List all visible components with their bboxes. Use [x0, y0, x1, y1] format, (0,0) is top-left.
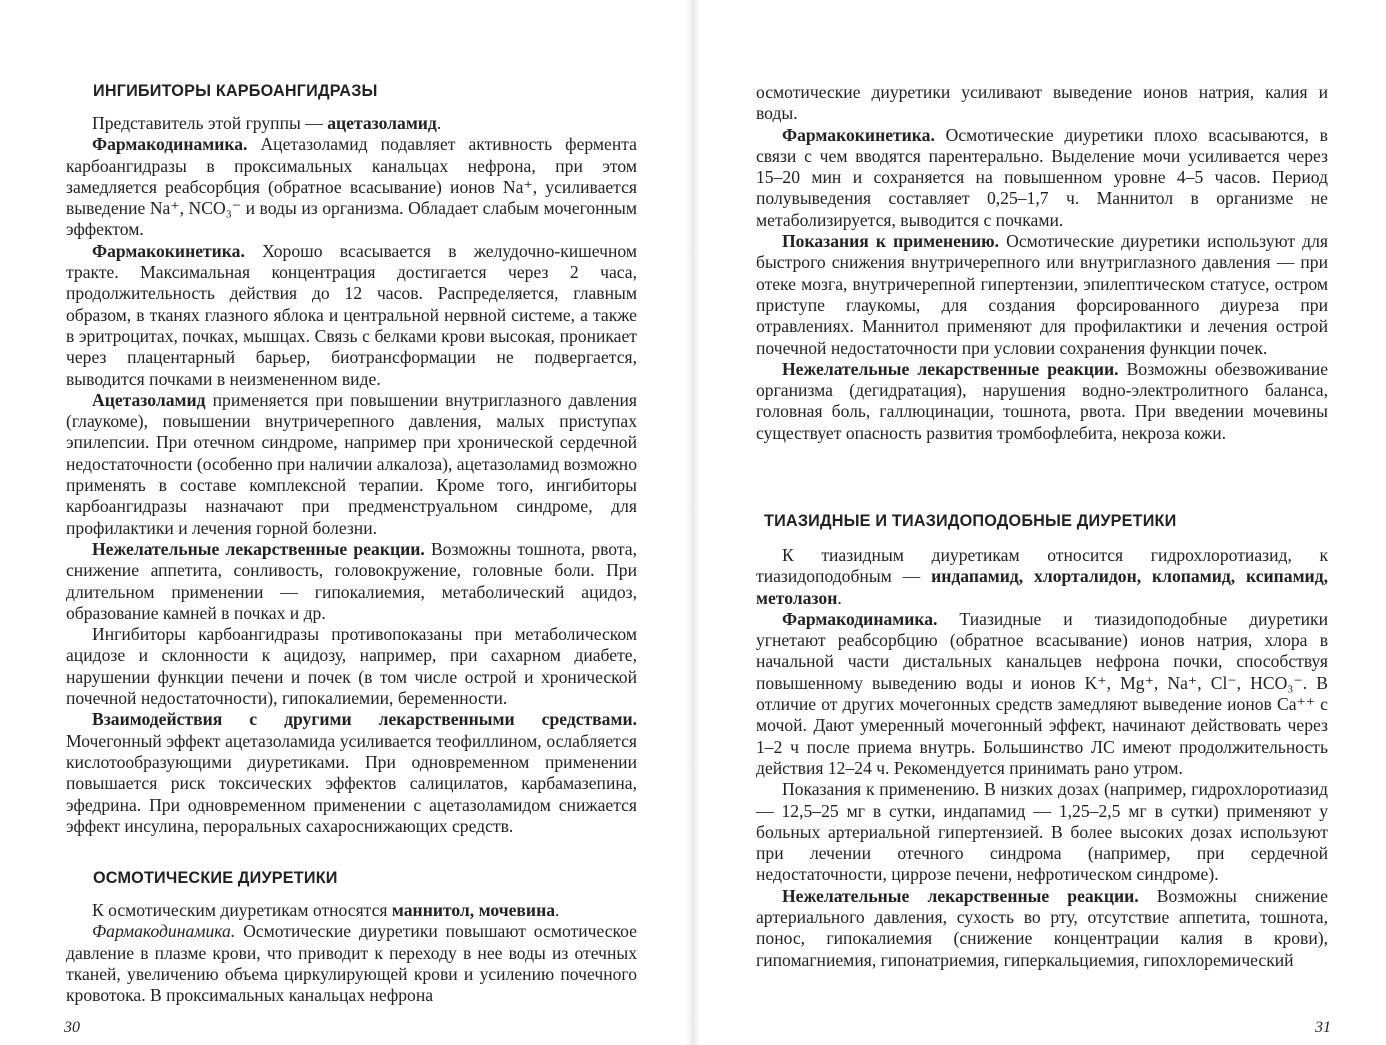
paragraph-adverse-reactions	[66, 539, 637, 624]
osm-intro-drugs: маннитол, мочевина	[391, 900, 556, 920]
page-number-right: 31	[1315, 1019, 1331, 1036]
th-intro-text: К тиазидным диуретикам относится гидрохлоротиазид, к тиазидоподобным —	[756, 545, 1328, 587]
right-column-lower	[756, 545, 1328, 971]
paragraph-pharmacokinetics	[66, 241, 637, 390]
paragraph-osmotic-pharmacokinetics	[756, 125, 1328, 231]
right-page	[693, 0, 1386, 1045]
osm-pk-text: Осмотические диуретики плохо всасываются, в связи с чем вводятся парентерально. Выделение мочи усиливается через 15–20 мин и сохраняется на повышенном уровне 4–5 часов. Период полувыведения составляет 0,25–1,7 ч. Маннитол в организме не метаболизируется, выводится с почками.	[756, 124, 1328, 230]
left-column-lower	[66, 900, 637, 1006]
osm-pk-label: Фармакокинетика.	[782, 124, 935, 145]
paragraph-thiazide-indications: Показания к применению. В низких дозах (например, гидрохлоротиазид — 12,5–25 мг в сутки, индапамид — 1,25–2,5 мг в сутки) применяют у больных артериальной гипертензией. В более высоких дозах используют при лечении отечного синдрома (например, при сердечной недостаточности, циррозе печени, нефротическом синдроме).	[756, 779, 1328, 885]
paragraph-pharmacodynamics	[66, 134, 637, 240]
interactions-text: Мочегонный эффект ацетазоламида усиливается теофиллином, ослабляется кислотообразующими диуретиками. При одновременном применении повышается риск токсических эффектов салицилатов, карбамазепина, эфедрина. При одновременном применении с ацетазоламидом снижается эффект инсулина, пероральных сахароснижающих средств.	[66, 730, 637, 836]
paragraph-thiazide-adverse	[756, 886, 1328, 971]
osm-ind-text: Осмотические диуретики используют для быстрого снижения внутричерепного или внутриглазного давления — при отеке мозга, внутричерепной гипертензии, эпилептическом статусе, остром приступе глаукомы, для создания форсированного диуреза при отравлениях. Маннитол применяют для профилактики и лечения острой почечной недостаточности при условии сохранения функции почек.	[756, 231, 1328, 358]
th-adr-text: Возможны снижение артериального давления, сухость во рту, отсутствие аппетита, тошнота, понос, гипокалиемия (снижение концентрации калия в крови), гипомагниемия, гипонатриемия, гиперкальциемия, гипохлоремический	[756, 885, 1328, 970]
pd-text: Ацетазоламид подавляет активность фермента карбоангидразы в проксимальных канальцах нефрона, при этом замедляется реабсорбция (обратное всасывание) ионов Na⁺, усиливается выведение Na⁺, NCO₃⁻ и воды из организма. Обладает слабым мочегонным эффектом.	[66, 134, 637, 240]
paragraph-thiazide-intro: К тиазидным диуретикам относится гидрохлоротиазид, к тиазидоподобным — индапамид, хлорталидон, клопамид, ксипамид, метолазон.	[756, 545, 1328, 608]
usage-drug: Ацетазоламид	[92, 389, 206, 410]
osm-adr-label: Нежелательные лекарственные реакции.	[782, 358, 1119, 379]
osm-adr-text: Возможны обезвоживание организма (дегидратация), нарушения водно-электролитного баланса, головная боль, галлюцинации, тошнота, рвота. При введении мочевины существует опасность развития тромбофлебита, некроза кожи.	[756, 358, 1328, 443]
th-adr-label: Нежелательные лекарственные реакции.	[782, 885, 1139, 906]
interactions-label: Взаимодействия с другими лекарственными средствами.	[92, 709, 637, 730]
pk-text: Хорошо всасывается в желудочно-кишечном тракте. Максимальная концентрация достигается через 2 часа, продолжительность действия до 12 часов. Распределяется, главным образом, в тканях глазного яблока и центральной нервной системе, а также в эритроцитах, почках, мышцах. Связь с белками крови высокая, проникает через плацентарный барьер, биотрансформации не подвергается, выводится почками в неизмененном виде.	[66, 240, 637, 389]
intro-text: Представитель этой группы —	[92, 113, 328, 133]
paragraph-intro: Представитель этой группы — ацетазоламид.	[92, 113, 442, 133]
th-pd-text: Тиазидные и тиазидоподобные диуретики угнетают реабсорбцию (обратное всасывание) ионов натрия, хлора в начальной части дистальных канальцев нефрона почки, способствуя повышенному выведению воды и ионов K⁺, Mg⁺, Na⁺, Cl⁻, HCO₃⁻. В отличие от других мочегонных средств замедляют выведение ионов Ca⁺⁺ с мочой. Дают умеренный мочегонный эффект, начинают действовать через 1–2 ч после приема внутрь. Большинство ЛС имеют продолжительность действия 12–24 ч. Рекомендуется принимать рано утром.	[756, 608, 1328, 778]
left-column	[66, 113, 637, 837]
intro-drug: ацетазоламид	[327, 113, 437, 133]
osm-ind-label: Показания к применению.	[782, 231, 1000, 252]
heading-osmotic-diuretics: ОСМОТИЧЕСКИЕ ДИУРЕТИКИ	[93, 869, 338, 887]
pk-label: Фармакокинетика.	[92, 240, 245, 261]
osm-pd-text: Осмотические диуретики повышают осмотическое давление в плазме крови, что приводит к переходу в нее воды из отечных тканей, увеличению объема циркулирующей крови и усилению почечного кровотока. В проксимальных канальцах нефрона	[66, 921, 637, 1006]
th-pd-label: Фармакодинамика.	[782, 608, 938, 629]
paragraph-osmotic-intro: К осмотическим диуретикам относятся маннитол, мочевина.	[92, 900, 560, 920]
paragraph-continuation: осмотические диуретики усиливают выведение ионов натрия, калия и воды.	[756, 82, 1328, 124]
osm-intro-text: К осмотическим диуретикам относятся	[92, 900, 392, 920]
paragraph-osmotic-adverse	[756, 359, 1328, 444]
pd-label: Фармакодинамика.	[92, 134, 248, 155]
th-intro-drugs: индапамид, хлорталидон, клопамид, ксипамид, метолазон	[756, 566, 1328, 608]
paragraph-osmotic-pharmacodynamics	[66, 921, 637, 1006]
adr-label: Нежелательные лекарственные реакции.	[92, 538, 425, 559]
heading-thiazide-diuretics: ТИАЗИДНЫЕ И ТИАЗИДОПОДОБНЫЕ ДИУРЕТИКИ	[764, 512, 1177, 530]
paragraph-osmotic-indications	[756, 231, 1328, 359]
paragraph-usage	[66, 390, 637, 539]
right-column	[756, 82, 1328, 444]
adr-text: Возможны тошнота, рвота, снижение аппетита, сонливость, головокружение, головные боли. При длительном применении — гипокалиемия, метаболический ацидоз, образование камней в почках и др.	[66, 538, 637, 623]
page-number-left: 30	[64, 1019, 80, 1036]
osm-pd-label: Фармакодинамика.	[92, 921, 236, 942]
paragraph-interactions	[66, 709, 637, 837]
paragraph-thiazide-pharmacodynamics	[756, 609, 1328, 779]
usage-text: применяется при повышении внутриглазного давления (глаукоме), повышении внутричерепного давления, малых приступах эпилепсии. При отечном синдроме, например при хронической сердечной недостаточности (особенно при наличии алкалоза), ацетазоламид возможно применять в составе комплексной терапии. Кроме того, ингибиторы карбоангидразы назначают при предменструальном синдроме, для профилактики и лечения горной болезни.	[66, 389, 637, 538]
paragraph-contraindications: Ингибиторы карбоангидразы противопоказаны при метаболическом ацидозе и склонности к ацидозу, например, при сахарном диабете, нарушении функции печени и почек (в том числе острой и хронической почечной недостаточности), гипокалиемии, беременности.	[66, 624, 637, 709]
heading-carbonic-anhydrase-inhibitors: ИНГИБИТОРЫ КАРБОАНГИДРАЗЫ	[93, 82, 378, 100]
